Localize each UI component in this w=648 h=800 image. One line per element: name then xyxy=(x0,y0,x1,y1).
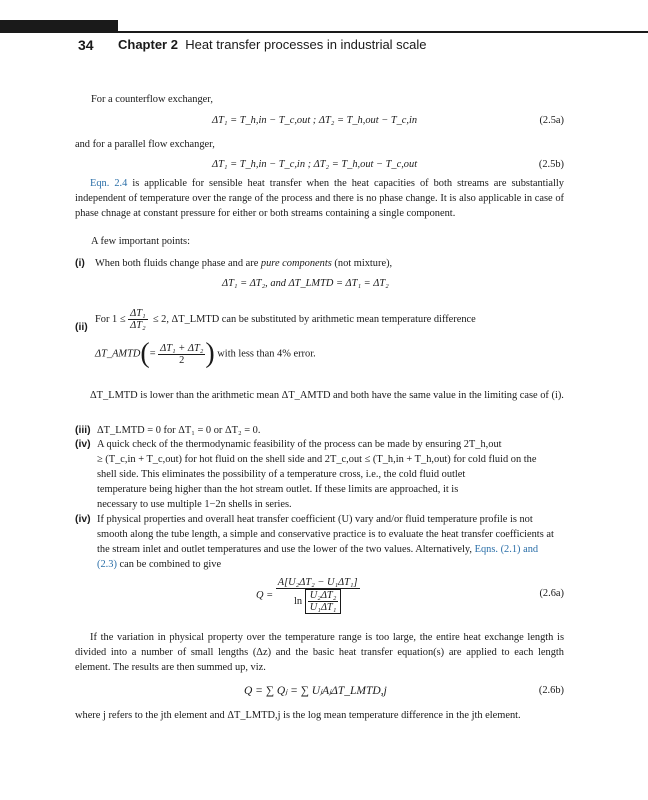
equation-number-2-6a: (2.6a) xyxy=(539,588,564,599)
paragraph-jth-element: where j refers to the jth element and ΔT_LMTD,j is the log mean temperature difference in the jth element. xyxy=(75,710,521,721)
chapter-label: Chapter 2 xyxy=(118,37,178,52)
equation-2-6b: Q = ∑ Qⱼ = ∑ UⱼAⱼΔT_LMTD,j xyxy=(244,685,387,697)
link-eqns-2-1-2-3[interactable]: Eqns. (2.1) and (2.3) xyxy=(97,544,539,570)
paragraph-applicability xyxy=(75,176,564,221)
equation-2-5a: ΔT₁ = T_h,in − T_c,out ; ΔT₂ = T_h,out − T_c,in xyxy=(212,115,418,126)
point-ii-condition: For 1 ≤ $\frac{\text{ΔT₁}}{\text{ΔT₂}}$ ≤ 2, ΔT_LMTD can be substituted by arithmetic mean temperature difference xyxy=(95,308,476,331)
equation-2-5b: ΔT₁ = T_h,in − T_c,in ; ΔT₂ = T_h,out − T_c,out xyxy=(212,159,418,170)
paragraph-variation: If the variation in physical property over the temperature range is too large, the entire heat exchange length is divided into a number of small lengths (Δz) and the basic heat transfer equation(s) are applied to each length element. The results are then summed up, viz. xyxy=(75,632,564,673)
point-i-equation: ΔT₁ = ΔT₂, and ΔT_LMTD = ΔT₁ = ΔT₂ xyxy=(222,278,389,289)
point-ii-label: (ii) xyxy=(75,322,88,333)
header-rule xyxy=(118,31,648,33)
point-iv-b-label: (iv) xyxy=(75,514,91,525)
point-i-label: (i) xyxy=(75,258,85,269)
point-iii-label: (iii) xyxy=(75,425,91,436)
equation-number-2-6b: (2.6b) xyxy=(538,685,564,696)
paragraph-lmtd-amtd: ΔT_LMTD is lower than the arithmetic mean ΔT_AMTD and both have the same value in the limiting case of (i). xyxy=(90,390,564,401)
equation-number-2-5a: (2.5a) xyxy=(539,115,564,126)
point-iv-b-text: If physical properties and overall heat transfer coefficient (U) vary and/or fluid temperature profile is not smooth along the tube length, a simple and conservative practice is to evaluate the heat transfer coefficients at the stream inlet and outlet temperatures and use the lower of the two values. Alternatively, Eqns. (2.1) and (2.3) can be combined to give xyxy=(97,514,554,570)
important-points-heading: A few important points: xyxy=(91,236,190,247)
page-number: 34 xyxy=(78,37,94,53)
intro-counterflow: For a counterflow exchanger, xyxy=(91,94,213,105)
point-ii-amtd-equation: ΔT_AMTD(= $\frac{\text{ΔT₁ + ΔT₂}}{2}$ ) with less than 4% error. xyxy=(95,338,316,369)
chapter-heading xyxy=(118,37,427,52)
chapter-title: Heat transfer processes in industrial scale xyxy=(185,37,427,52)
point-iv-a-text: A quick check of the thermodynamic feasibility of the process can be made by ensuring 2T_h,out ≥ (T_c,in + T_c,out) for hot fluid on the shell side and 2T_c,out ≤ (T_h,in + T_h,out) for cold fluid on the shell side. This eliminates the possibility of a temperature cross, i.e., the cold fluid outlet temperature being higher than the hot stream outlet. If these limits are approached, it is necessary to use multiple 1−2n shells in series. xyxy=(97,439,537,510)
point-iv-a-label: (iv) xyxy=(75,439,91,450)
point-iii-text: ΔT_LMTD = 0 for ΔT₁ = 0 or ΔT₂ = 0. xyxy=(97,425,261,436)
point-i-text: When both fluids change phase and are pure components (not mixture), xyxy=(95,258,393,269)
equation-2-6a: Q = A[U₂ΔT₂ − U₁ΔT₁] ln $\frac{\text{U₂ΔT₂}}{\text{U₁ΔT₁}}$ xyxy=(256,577,358,613)
equation-number-2-5b: (2.5b) xyxy=(538,159,564,170)
link-eqn-2-4[interactable]: Eqn. 2.4 xyxy=(90,178,128,189)
header-bar xyxy=(0,20,118,33)
intro-parallel: and for a parallel flow exchanger, xyxy=(75,139,215,150)
paragraph-applicability-text: is applicable for sensible heat transfer when the heat capacities of both streams are substantially independent of temperature over the range of the process and there is no phase change. It is also applicable in case of phase chnage at constant pressure for either or both streams containing a single component. xyxy=(75,178,565,219)
